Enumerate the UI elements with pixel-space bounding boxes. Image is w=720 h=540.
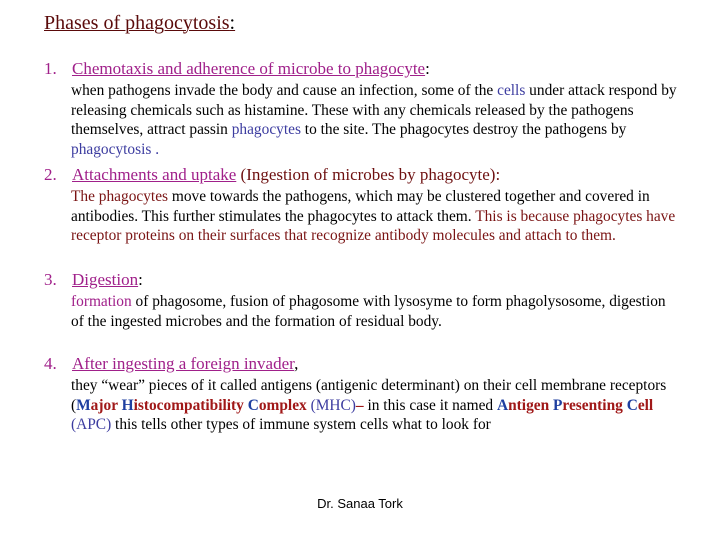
phase-description: [71, 81, 681, 159]
phase-description: [71, 292, 681, 331]
phase-4: [44, 354, 684, 435]
item-number: 3.: [44, 270, 57, 289]
heading-suffix: :: [138, 270, 143, 289]
phase-heading: Digestion: [72, 270, 139, 289]
text: this tells other types of immune system cells what to look for: [111, 416, 491, 434]
highlight: The phagocytes: [71, 188, 169, 205]
phase-3: [44, 270, 684, 331]
dash: –: [355, 396, 368, 414]
text: move towards the pathogens, which may be clustered together and covered in antibodies. This further stimulates the phagocytes to attack them.: [71, 188, 650, 225]
mhc-word: ajor: [90, 396, 122, 414]
text: to the site. The phagocytes destroy the pathogens by: [300, 121, 627, 139]
mhc-letter: M: [76, 396, 91, 414]
phase-heading: Attachments and uptake: [72, 165, 237, 184]
apc-word: ntigen: [508, 396, 554, 414]
highlight: phagocytosis: [71, 140, 152, 158]
slide-title: [44, 12, 235, 35]
text: under attack respond by releasing chemicals such as histamine. These with any chemicals released by the pathogens themselves, attract passin: [71, 82, 677, 139]
heading-suffix: ,: [294, 354, 299, 373]
phase-heading: Chemotaxis and adherence of microbe to phagocyte: [72, 59, 426, 78]
mhc-word: omplex: [258, 396, 311, 414]
mhc-letter: H: [121, 396, 134, 414]
footer-author: Dr. Sanaa Tork: [317, 496, 403, 511]
phase-1: [44, 59, 684, 159]
apc-abbr: (APC): [71, 416, 112, 434]
phase-heading: After ingesting a foreign invader: [72, 354, 295, 373]
title-colon: :: [229, 12, 236, 34]
text: in this case it named: [367, 396, 497, 414]
title-text: Phases of phagocytosis: [44, 12, 230, 34]
mhc-abbr: (MHC): [310, 396, 356, 414]
item-number: 2.: [44, 165, 57, 184]
phase-description: [71, 376, 681, 435]
mhc-word: istocompatibility: [133, 396, 248, 414]
heading-suffix: (Ingestion of microbes by phagocyte):: [236, 165, 501, 184]
text: of phagosome, fusion of phagosome with lysosyme to form phagolysosome, digestion of the ingested microbes and the formation of residual body.: [71, 293, 666, 330]
highlight: formation: [71, 293, 132, 310]
apc-letter: C: [626, 396, 638, 414]
text: .: [151, 140, 160, 158]
text: they “wear” pieces of it called antigens (antigenic determinant) on their cell membrane receptors (: [71, 377, 667, 414]
mhc-letter: C: [247, 396, 259, 414]
highlight: This is because phagocytes have receptor proteins on their surfaces that recognize antibody molecules and attach to them.: [71, 207, 676, 245]
highlight: cells: [497, 82, 526, 99]
heading-suffix: :: [425, 59, 430, 78]
apc-word: resenting: [562, 396, 627, 414]
apc-letter: A: [496, 396, 509, 414]
phase-2: [44, 165, 684, 246]
highlight: phagocytes: [231, 121, 301, 139]
phase-description: [71, 187, 681, 246]
item-number: 4.: [44, 354, 57, 373]
apc-letter: P: [553, 396, 563, 414]
text: when pathogens invade the body and cause an infection, some of the: [71, 82, 498, 99]
apc-word: ell: [637, 396, 654, 414]
item-number: 1.: [44, 59, 57, 78]
